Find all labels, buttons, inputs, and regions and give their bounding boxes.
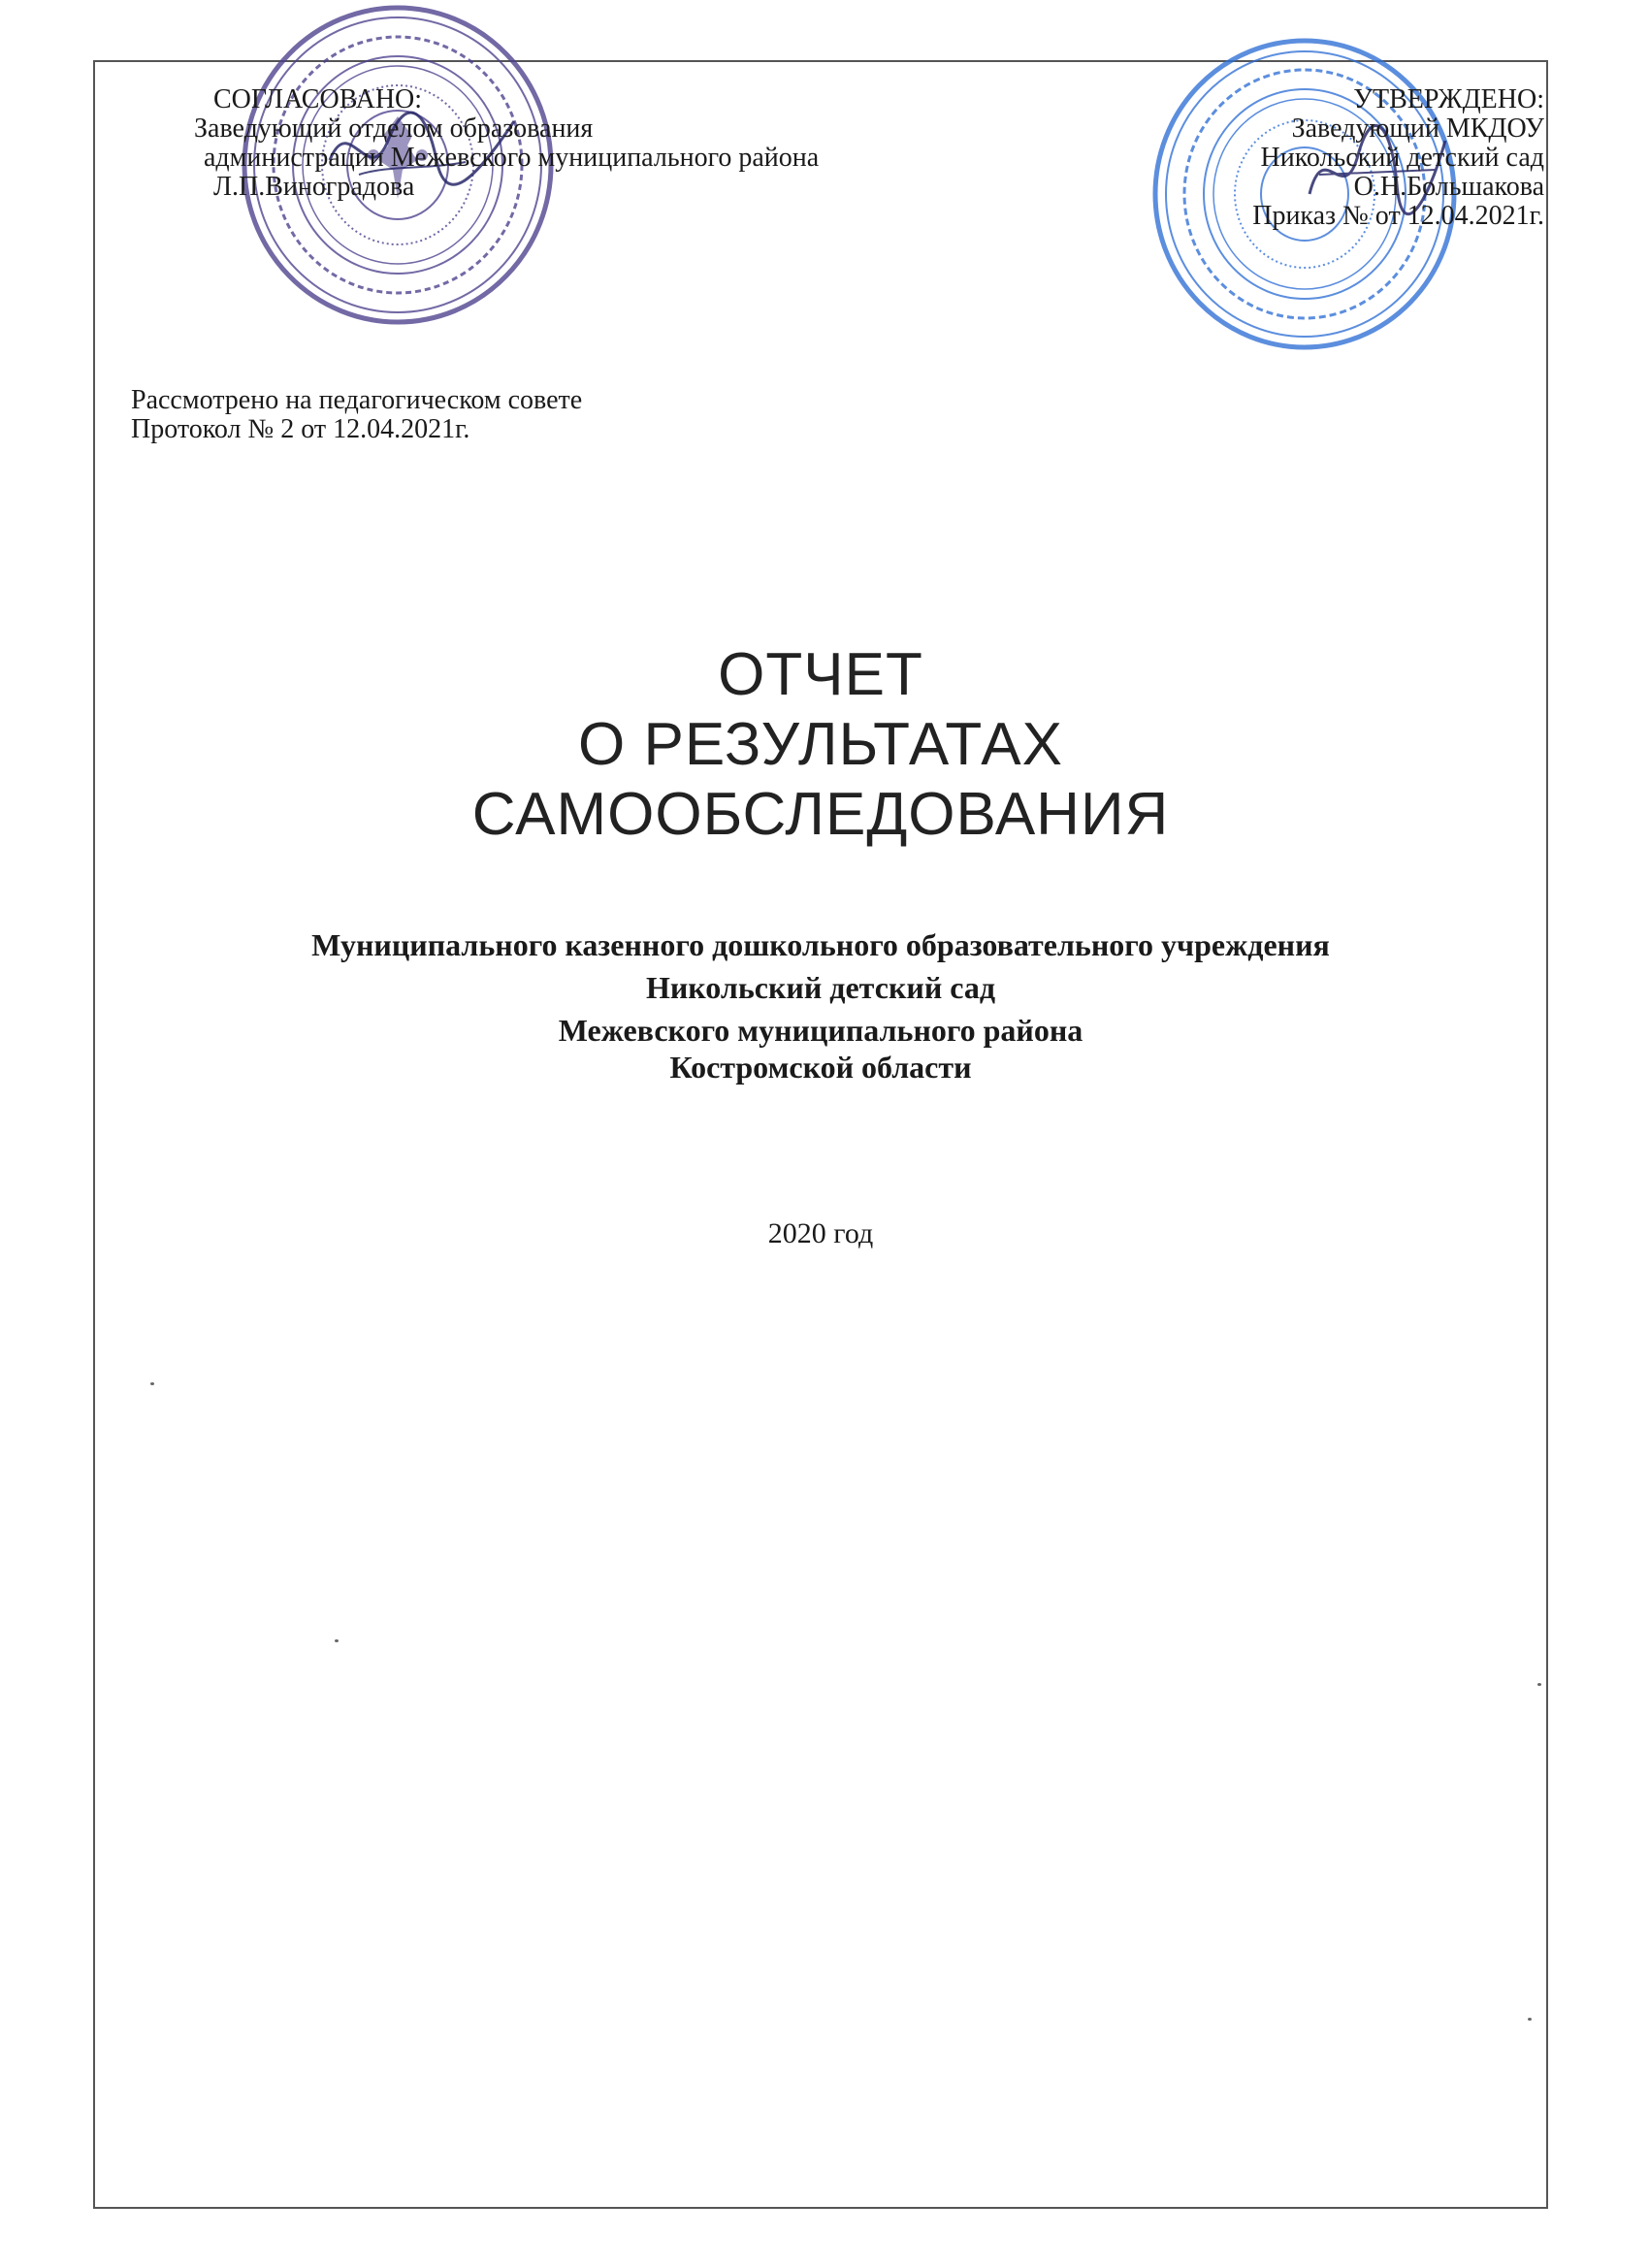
approval-approved-organization: Никольский детский сад bbox=[1260, 143, 1544, 173]
approval-approved-block bbox=[1252, 85, 1544, 231]
institution-name-line-3: Межевского муниципального района bbox=[558, 1013, 1083, 1048]
institution-name-line-2: Никольский детский сад bbox=[645, 970, 996, 1005]
scan-speck bbox=[1537, 1683, 1541, 1686]
document-title-line-2: О РЕЗУЛЬТАТАХ bbox=[578, 711, 1063, 778]
institution-name bbox=[93, 926, 1548, 1085]
page-border bbox=[93, 60, 1548, 2209]
scan-speck bbox=[1528, 2018, 1532, 2021]
review-note bbox=[131, 386, 582, 444]
approval-agreed-name: Л.П.Виноградова bbox=[213, 172, 415, 202]
document-title-line-3: САМООБСЛЕДОВАНИЯ bbox=[471, 781, 1170, 848]
document-title bbox=[93, 640, 1548, 850]
approval-approved-order: Приказ № от 12.04.2021г. bbox=[1252, 201, 1544, 231]
approval-approved-position: Заведующий МКДОУ bbox=[1291, 113, 1544, 144]
approval-approved-name: О.Н.Большакова bbox=[1353, 172, 1544, 202]
approval-approved-heading: УТВЕРЖДЕНО: bbox=[1353, 84, 1544, 114]
approval-agreed-block bbox=[194, 85, 819, 202]
document-year: 2020 год bbox=[767, 1217, 874, 1249]
approval-agreed-organization: администрации Межевского муниципального района bbox=[204, 143, 820, 173]
review-note-protocol: Протокол № 2 от 12.04.2021г. bbox=[131, 414, 470, 444]
scan-speck bbox=[335, 1639, 339, 1642]
scan-speck bbox=[150, 1382, 154, 1385]
institution-name-line-1: Муниципального казенного дошкольного образовательного учреждения bbox=[311, 927, 1330, 962]
approval-agreed-heading: СОГЛАСОВАНО: bbox=[213, 84, 423, 114]
document-title-line-1: ОТЧЕТ bbox=[718, 641, 923, 708]
approval-agreed-position: Заведующий отделом образования bbox=[194, 113, 594, 144]
institution-name-line-4: Костромской области bbox=[669, 1050, 972, 1085]
review-note-council: Рассмотрено на педагогическом совете bbox=[131, 385, 583, 415]
